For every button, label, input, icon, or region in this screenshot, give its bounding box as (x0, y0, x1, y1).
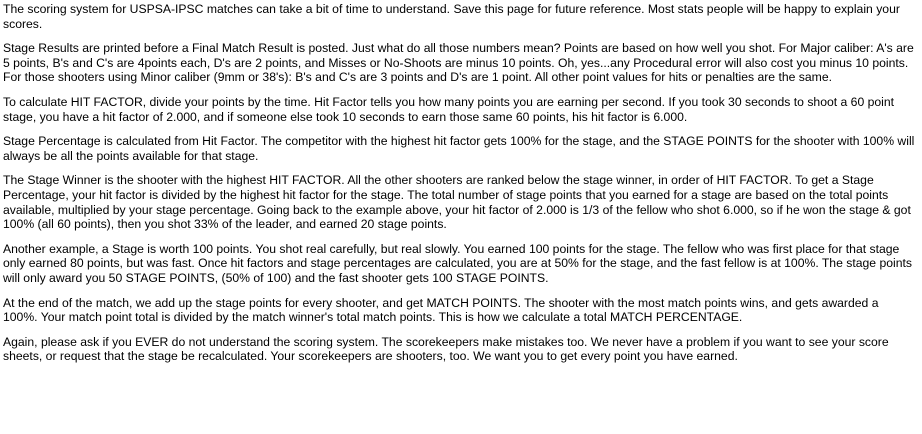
paragraph-intro: The scoring system for USPSA-IPSC matches can take a bit of time to understand. Save this page for future reference. Most stats people will be happy to explain your scores. (3, 2, 900, 31)
paragraph-hit-factor: To calculate HIT FACTOR, divide your points by the time. Hit Factor tells you how many points you are earning per second. If you took 30 seconds to shoot a 60 point stage, you have a hit factor of 2.000, and if someone else took 10 seconds to earn those same 60 points, his hit factor is 6.000. (3, 94, 895, 124)
paragraph-match-points: At the end of the match, we add up the stage points for every shooter, and get MATCH POINTS. The shooter with the most match points wins, and gets awarded a 100%. Your match point total is divided by the match winner's total match points. This is how we calculate a total MATCH PERCENTAGE. (3, 295, 879, 325)
paragraph-another-example: Another example, a Stage is worth 100 points. You shot real carefully, but real slowly. You earned 100 points for the stage. The fellow who was first place for that stage only earned 80 points, but was fast. Once hit factors and stage percentages are calculated, you are at 50% for the stage, and the fast fellow is at 100%. The stage points will only award you 50 STAGE POINTS, (50% of 100) and the fast shooter gets 100 STAGE POINTS. (3, 241, 912, 285)
paragraph-closing: Again, please ask if you EVER do not understand the scoring system. The scorekeepers make mistakes too. We never have a problem if you want to see your score sheets, or request that the stage be recalculated. Your scorekeepers are shooters, too. We want you to get every point you have earned. (3, 334, 889, 364)
paragraph-stage-percentage: Stage Percentage is calculated from Hit Factor. The competitor with the highest hit factor gets 100% for the stage, and the STAGE POINTS for the shooter with 100% will always be all the points available for that stage. (3, 134, 915, 163)
paragraph-stage-results: Stage Results are printed before a Final Match Result is posted. Just what do all those numbers mean? Points are based on how well you shot. For Major caliber: A's are 5 points, B's and C's are 4points each, D's are 2 points, and Misses or No-Shoots are minus 10 points. Oh, yes...any Procedural error will also cost you minus 10 points. For those shooters using Minor caliber (9mm or 38's): B's and C's are 3 points and D's are 1 point. All other point values for hits or penalties are the same. (3, 41, 914, 85)
paragraph-stage-winner: The Stage Winner is the shooter with the highest HIT FACTOR. All the other shooters are ranked below the stage winner, in order of HIT FACTOR. To get a Stage Percentage, your hit factor is divided by the highest hit factor for the stage. The total number of stage points that you earned for a stage are based on the total points available, multiplied by your stage percentage. Going back to the example above, your hit factor of 2.000 is 1/3 of the fellow who shot 6.000, so if he won the stage & got 100% (all 60 points), then you shot 33% of the leader, and earned 20 stage points. (3, 173, 911, 232)
